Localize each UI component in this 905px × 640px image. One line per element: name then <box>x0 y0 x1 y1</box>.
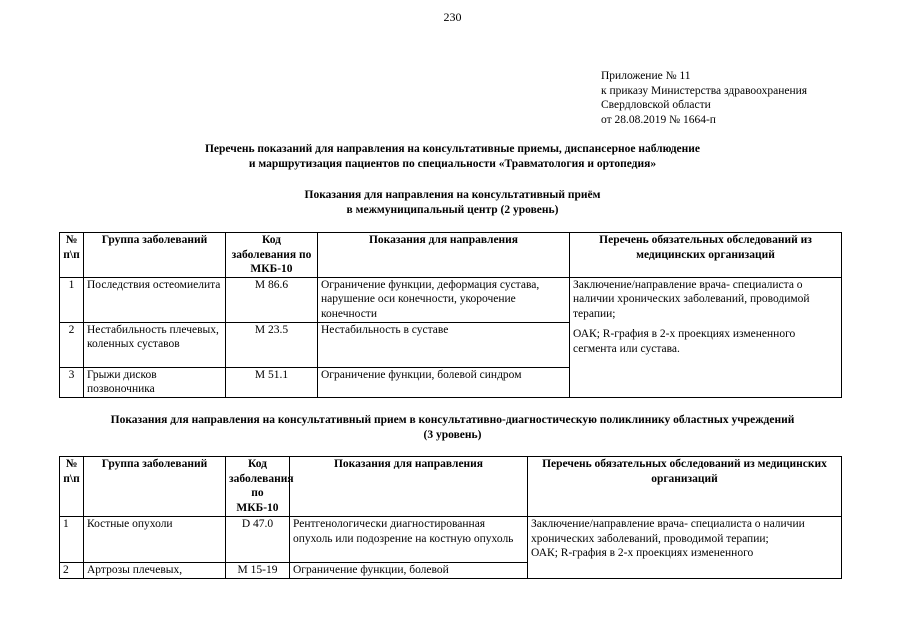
cell-group: Костные опухоли <box>84 517 226 563</box>
cell-code: М 86.6 <box>226 277 318 322</box>
header-exams: Перечень обязательных обследований из медицинских организаций <box>528 457 842 517</box>
table-row <box>60 517 842 563</box>
exams-paragraph: ОАК; R-графия в 2-х проекциях измененного сегмента или сустава. <box>573 328 796 355</box>
cell-group: Последствия остеомиелита <box>84 277 226 322</box>
cell-exams <box>528 517 842 579</box>
cell-code: М 23.5 <box>226 322 318 367</box>
appendix-line: Приложение № 11 <box>601 70 691 82</box>
cell-group: Грыжи дисков позвоночника <box>84 367 226 397</box>
cell-code: М 15-19 <box>226 563 290 579</box>
section2-heading-line: (3 уровень) <box>423 428 482 441</box>
appendix-line: от 28.08.2019 № 1664-п <box>601 113 716 126</box>
section2-table <box>59 456 842 579</box>
header-indications: Показания для направления <box>318 233 570 278</box>
cell-num: 1 <box>60 517 84 563</box>
cell-indications: Нестабильность в суставе <box>318 322 570 367</box>
cell-num: 1 <box>60 277 84 322</box>
cell-code: D 47.0 <box>226 517 290 563</box>
header-group: Группа заболеваний <box>84 457 226 517</box>
header-exams: Перечень обязательных обследований из медицинских организаций <box>570 233 842 278</box>
section1-heading-line: в межмуниципальный центр (2 уровень) <box>346 203 559 216</box>
section2-heading <box>0 413 905 442</box>
exams-paragraph: ОАК; R-графия в 2-х проекциях измененного <box>531 547 754 559</box>
section2-heading-line: Показания для направления на консультативный прием в консультативно-диагностическую поликлинику областных учреждений <box>110 414 795 426</box>
cell-exams <box>570 277 842 397</box>
header-code: Код заболевания по МКБ-10 <box>226 457 290 517</box>
table-header-row <box>60 233 842 278</box>
cell-code: М 51.1 <box>226 367 318 397</box>
header-indications: Показания для направления <box>290 457 528 517</box>
header-num: № п\п <box>60 233 84 278</box>
page-number: 230 <box>443 10 462 24</box>
appendix-block <box>601 69 807 127</box>
header-group: Группа заболеваний <box>84 233 226 278</box>
table-row <box>60 277 842 322</box>
cell-group: Нестабильность плечевых, коленных суставов <box>84 322 226 367</box>
cell-num: 3 <box>60 367 84 397</box>
table-header-row <box>60 457 842 517</box>
section1-heading-line: Показания для направления на консультативный приём <box>304 189 601 201</box>
cell-num: 2 <box>60 322 84 367</box>
cell-indications: Ограничение функции, болевой синдром <box>318 367 570 397</box>
document-title-line: Перечень показаний для направления на консультативные приемы, диспансерное наблюдение <box>204 143 701 155</box>
exams-paragraph: Заключение/направление врача- специалиста о наличии хронических заболеваний, проводимой терапии; <box>531 518 805 545</box>
appendix-line: к приказу Министерства здравоохранения <box>601 84 808 97</box>
cell-indications: Рентгенологически диагностированная опухоль или подозрение на костную опухоль <box>290 517 528 563</box>
cell-num: 2 <box>60 563 84 579</box>
exams-paragraph: Заключение/направление врача- специалиста о наличии хронических заболеваний, проводимой терапии; <box>573 278 810 320</box>
cell-indications: Ограничение функции, болевой <box>290 563 528 579</box>
section1-table <box>59 232 842 398</box>
header-code: Код заболевания по МКБ-10 <box>226 233 318 278</box>
cell-indications: Ограничение функции, деформация сустава, нарушение оси конечности, укорочение конечности <box>318 277 570 322</box>
header-num: № п\п <box>60 457 84 517</box>
cell-group: Артрозы плечевых, <box>84 563 226 579</box>
document-title-line: и маршрутизация пациентов по специальности «Травматология и ортопедия» <box>248 157 657 170</box>
section1-heading <box>0 188 905 217</box>
appendix-line: Свердловской области <box>601 99 711 111</box>
document-title <box>0 142 905 171</box>
